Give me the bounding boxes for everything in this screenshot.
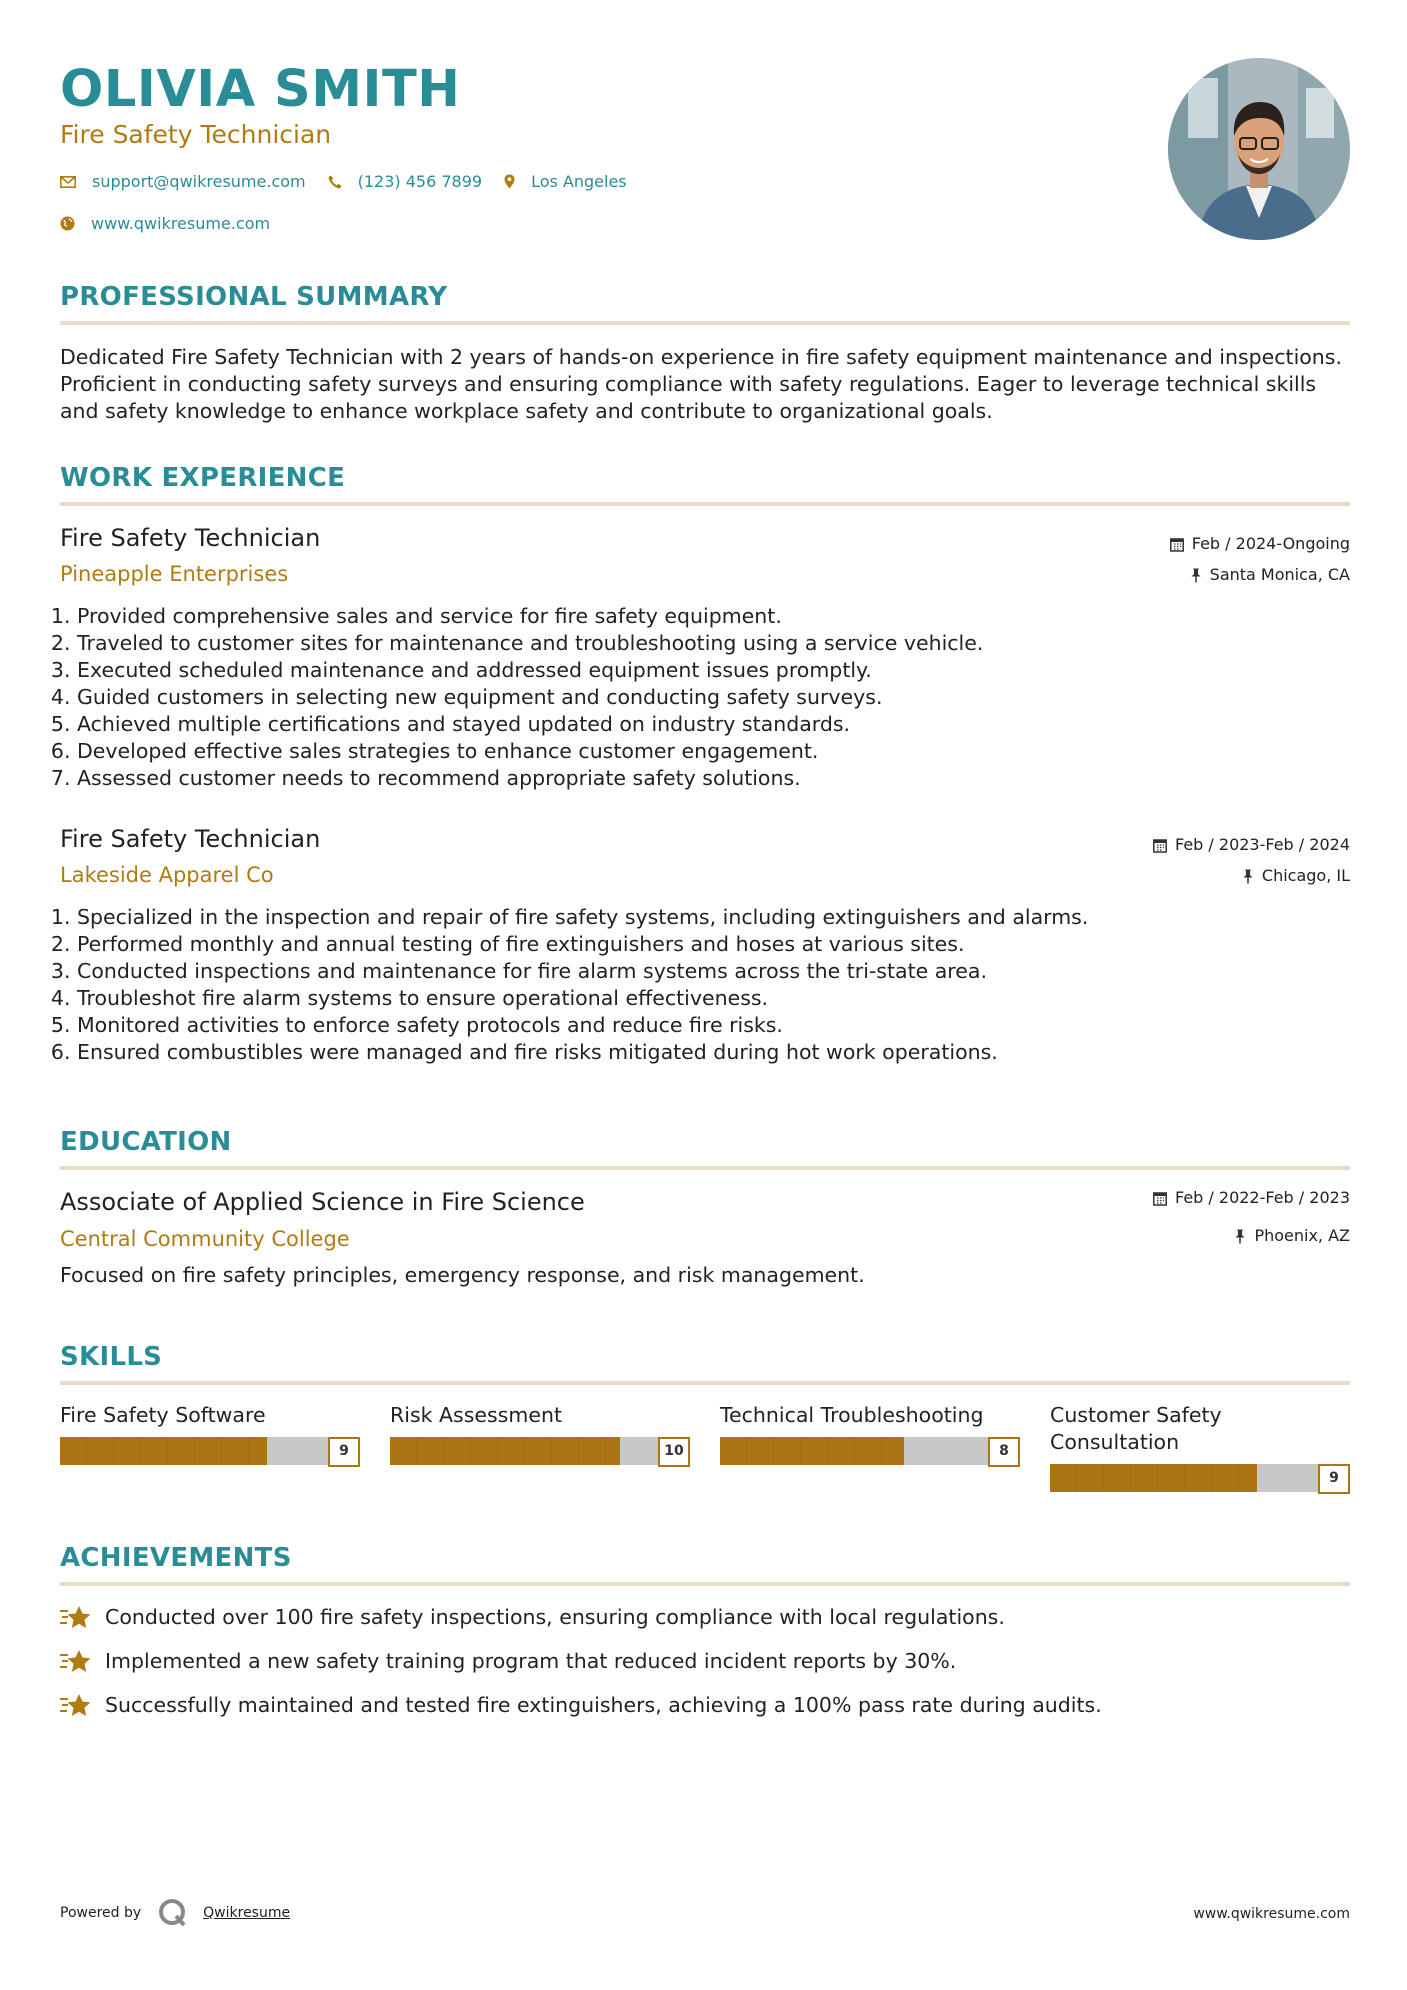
star-icon — [60, 1605, 93, 1631]
job-1-duty: 6. Developed effective sales strategies to enhance customer engagement. — [77, 738, 1367, 765]
job-2-company: Lakeside Apparel Co — [60, 863, 274, 887]
skill-level: 9 — [1318, 1464, 1350, 1494]
resume-page — [60, 0, 1350, 1990]
candidate-name: OLIVIA SMITH — [60, 60, 461, 119]
star-icon — [60, 1693, 93, 1719]
achievements-divider — [60, 1582, 1350, 1586]
job-1-title: Fire Safety Technician — [60, 524, 321, 552]
skill-item — [1050, 1402, 1350, 1492]
skills-heading: SKILLS — [60, 1342, 163, 1372]
job-1-company: Pineapple Enterprises — [60, 562, 289, 586]
skill-bar — [60, 1437, 360, 1465]
job-2-location-text: Chicago, IL — [1261, 866, 1350, 885]
skill-item — [60, 1402, 360, 1465]
summary-divider — [60, 321, 1350, 325]
job-1-duty: 4. Guided customers in selecting new equipment and conducting safety surveys. — [77, 684, 1367, 711]
skill-item — [720, 1402, 1020, 1465]
phone-text: (123) 456 7899 — [357, 172, 483, 191]
skill-level: 8 — [988, 1437, 1020, 1467]
footer-url[interactable]: www.qwikresume.com — [1193, 1906, 1350, 1922]
job-2-duty: 1. Specialized in the inspection and repair of fire safety systems, including extinguishers and alarms. — [77, 904, 1367, 931]
skill-bar-fill — [60, 1437, 267, 1465]
job-1-duty: 2. Traveled to customer sites for maintenance and troubleshooting using a service vehicle. — [77, 630, 1367, 657]
skill-bar-fill — [1050, 1464, 1257, 1492]
education-dates — [1153, 1187, 1350, 1209]
education-location-text: Phoenix, AZ — [1254, 1226, 1350, 1245]
job-2-dates — [1153, 834, 1350, 856]
pushpin-icon — [1190, 568, 1202, 583]
map-pin-icon — [504, 174, 515, 189]
job-2-duty: 5. Monitored activities to enforce safety protocols and reduce fire risks. — [77, 1012, 1367, 1039]
contact-website[interactable] — [60, 214, 270, 233]
pushpin-icon — [1234, 1229, 1246, 1244]
email-text: support@qwikresume.com — [92, 172, 306, 191]
achievement-item — [60, 1692, 1102, 1719]
star-icon — [60, 1649, 93, 1675]
job-1-duty: 7. Assessed customer needs to recommend appropriate safety solutions. — [77, 765, 1367, 792]
achievement-text: Successfully maintained and tested fire extinguishers, achieving a 100% pass rate during audits. — [105, 1693, 1102, 1717]
school-name: Central Community College — [60, 1227, 350, 1251]
experience-heading: WORK EXPERIENCE — [60, 463, 346, 493]
job-2-duty: 4. Troubleshot fire alarm systems to ensure operational effectiveness. — [77, 985, 1367, 1012]
achievement-item — [60, 1604, 1005, 1631]
skill-level: 9 — [328, 1437, 360, 1467]
contact-row-1 — [60, 172, 649, 191]
location-text: Los Angeles — [531, 172, 627, 191]
job-2-duties — [54, 904, 1367, 1066]
education-description: Focused on fire safety principles, emergency response, and risk management. — [60, 1263, 865, 1287]
powered-by-label: Powered by — [60, 1905, 142, 1921]
education-location — [1234, 1225, 1350, 1247]
brand-link[interactable]: Qwikresume — [203, 1905, 291, 1921]
calendar-icon — [1153, 1191, 1167, 1206]
job-1-location-text: Santa Monica, CA — [1209, 565, 1350, 584]
achievement-item — [60, 1648, 956, 1675]
job-1-duty: 3. Executed scheduled maintenance and addressed equipment issues promptly. — [77, 657, 1367, 684]
achievements-heading: ACHIEVEMENTS — [60, 1543, 292, 1573]
skill-level: 10 — [658, 1437, 690, 1467]
contact-row-2 — [60, 214, 292, 233]
skill-bar-fill — [390, 1437, 620, 1465]
summary-text: Dedicated Fire Safety Technician with 2 years of hands-on experience in fire safety equipment maintenance and inspections. Proficient in conducting safety surveys and ensuring compliance with safety regulations. Eager to leverage technical skills and safety knowledge to enhance workplace safety and contribute to organizational goals. — [60, 345, 1343, 423]
skill-name: Fire Safety Software — [60, 1403, 266, 1427]
skill-bar — [720, 1437, 1020, 1465]
summary-heading: PROFESSIONAL SUMMARY — [60, 282, 448, 312]
pushpin-icon — [1242, 869, 1254, 884]
job-1-duty: 1. Provided comprehensive sales and service for fire safety equipment. — [77, 603, 1367, 630]
calendar-icon — [1170, 537, 1184, 552]
skill-bar-fill — [720, 1437, 904, 1465]
calendar-icon — [1153, 838, 1167, 853]
experience-divider — [60, 502, 1350, 506]
achievement-text: Conducted over 100 fire safety inspections, ensuring compliance with local regulations. — [105, 1605, 1005, 1629]
skill-bar — [390, 1437, 690, 1465]
qwikresume-logo-icon — [157, 1897, 189, 1929]
envelope-icon — [60, 176, 76, 188]
achievement-text: Implemented a new safety training program that reduced incident reports by 30%. — [105, 1649, 957, 1673]
skill-name: Risk Assessment — [390, 1403, 562, 1427]
education-divider — [60, 1166, 1350, 1170]
footer-powered-by — [60, 1897, 290, 1929]
skill-name: Customer Safety Consultation — [1050, 1403, 1222, 1454]
contact-location — [504, 172, 627, 191]
job-1-dates — [1170, 533, 1350, 555]
job-2-dates-text: Feb / 2023-Feb / 2024 — [1175, 835, 1350, 854]
job-2-location — [1242, 865, 1350, 887]
job-2-duty: 6. Ensured combustibles were managed and fire risks mitigated during hot work operations. — [77, 1039, 1367, 1066]
globe-icon — [60, 216, 75, 231]
phone-icon — [328, 175, 342, 189]
degree-title: Associate of Applied Science in Fire Science — [60, 1188, 585, 1216]
job-2-duty: 2. Performed monthly and annual testing of fire extinguishers and hoses at various sites. — [77, 931, 1367, 958]
profile-photo — [1168, 58, 1350, 240]
job-1-dates-text: Feb / 2024-Ongoing — [1191, 534, 1350, 553]
job-1-duty: 5. Achieved multiple certifications and stayed updated on industry standards. — [77, 711, 1367, 738]
skills-divider — [60, 1381, 1350, 1385]
education-heading: EDUCATION — [60, 1127, 232, 1157]
contact-email[interactable] — [60, 172, 306, 191]
job-2-title: Fire Safety Technician — [60, 825, 321, 853]
skill-item — [390, 1402, 690, 1465]
contact-phone[interactable] — [328, 172, 482, 191]
skill-name: Technical Troubleshooting — [720, 1403, 984, 1427]
job-1-duties — [54, 603, 1367, 792]
job-1-location — [1190, 564, 1350, 586]
skill-bar — [1050, 1464, 1350, 1492]
job-2-duty: 3. Conducted inspections and maintenance for fire alarm systems across the tri-state area. — [77, 958, 1367, 985]
candidate-title: Fire Safety Technician — [60, 120, 332, 149]
website-text: www.qwikresume.com — [91, 214, 271, 233]
education-dates-text: Feb / 2022-Feb / 2023 — [1175, 1188, 1350, 1207]
